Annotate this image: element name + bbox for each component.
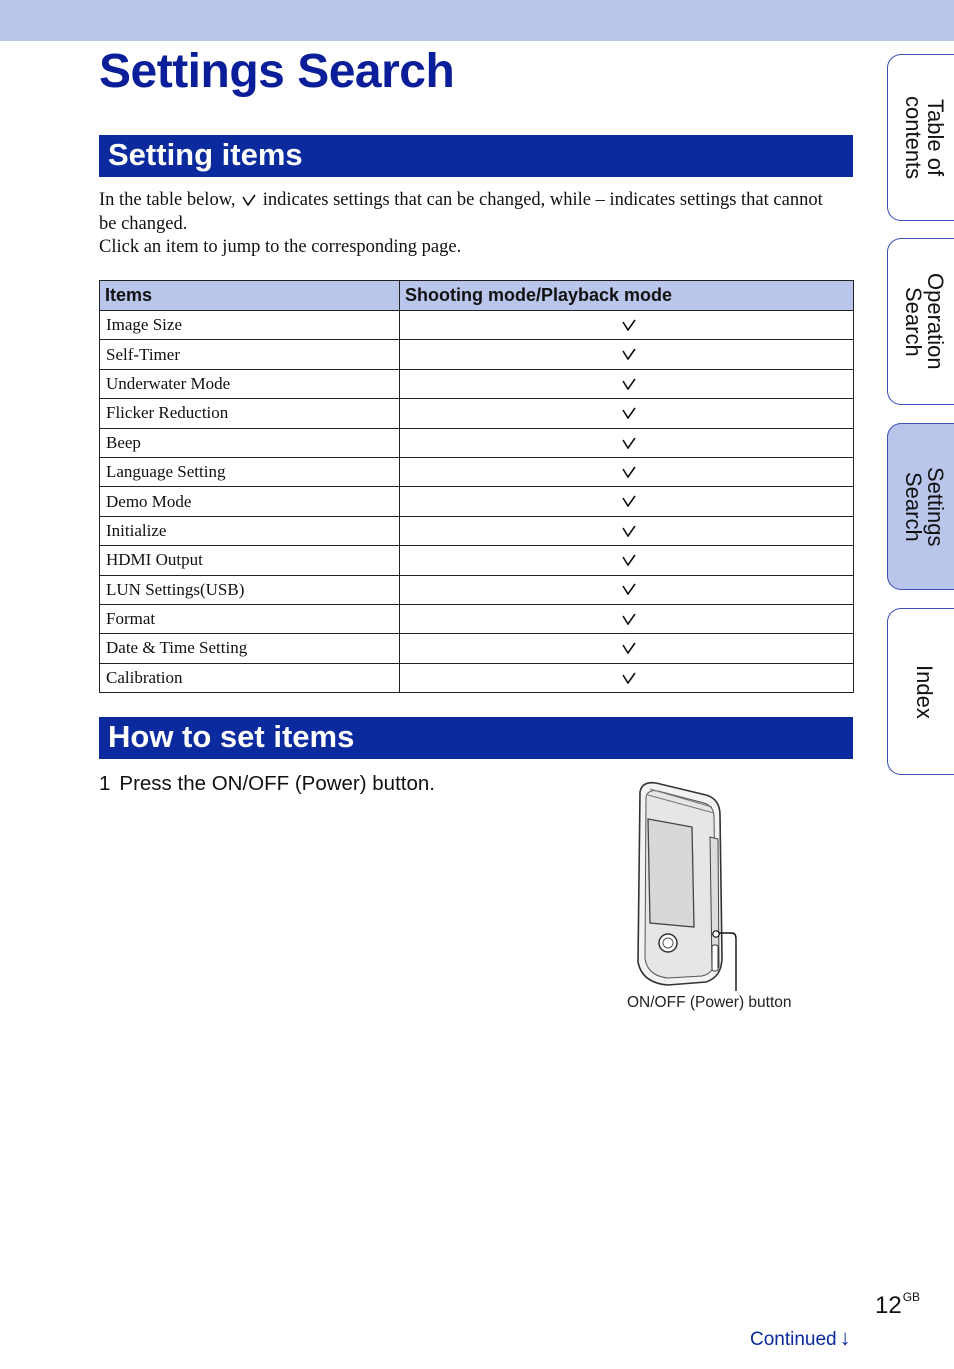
continued-label: Continued: [750, 1329, 837, 1350]
item-name-link[interactable]: Initialize: [100, 516, 400, 545]
check-icon: [622, 466, 636, 478]
item-mark: [400, 340, 854, 369]
item-mark: [400, 516, 854, 545]
item-name-link[interactable]: Beep: [100, 428, 400, 457]
step-1: [99, 772, 435, 796]
check-icon: [622, 319, 636, 331]
check-icon: [242, 194, 256, 206]
item-name-link[interactable]: Image Size: [100, 311, 400, 340]
intro-part2: indicates settings that can be changed, while – indicates settings that cannot be changed.: [99, 190, 823, 234]
check-icon: [622, 613, 636, 625]
table-body: [100, 311, 854, 693]
item-mark: [400, 604, 854, 633]
tab-label: Table of contents: [901, 95, 948, 180]
table-row[interactable]: [100, 369, 854, 398]
item-name-link[interactable]: Calibration: [100, 663, 400, 692]
column-header-items: Items: [100, 281, 400, 311]
tab-settings-search[interactable]: [887, 423, 954, 590]
table-row[interactable]: [100, 340, 854, 369]
tab-operation-search[interactable]: [887, 238, 954, 405]
column-header-mode: Shooting mode/Playback mode: [400, 281, 854, 311]
page-number-value: 12: [875, 1292, 902, 1319]
page-number-suffix: GB: [902, 1290, 921, 1304]
section-heading-how-to-set: How to set items: [99, 717, 853, 759]
item-mark: [400, 369, 854, 398]
item-name-link[interactable]: HDMI Output: [100, 546, 400, 575]
table-row[interactable]: [100, 575, 854, 604]
tab-index[interactable]: [887, 608, 954, 775]
item-name-link[interactable]: Self-Timer: [100, 340, 400, 369]
table-header-row: [100, 281, 854, 311]
table-row[interactable]: [100, 399, 854, 428]
tab-label: Index: [912, 664, 937, 719]
item-name-link[interactable]: Flicker Reduction: [100, 399, 400, 428]
intro-line2: Click an item to jump to the corresponding page.: [99, 237, 462, 257]
down-arrow-icon: ↓: [839, 1325, 851, 1350]
item-name-link[interactable]: Underwater Mode: [100, 369, 400, 398]
item-mark: [400, 634, 854, 663]
table-row[interactable]: [100, 663, 854, 692]
item-name-link[interactable]: Demo Mode: [100, 487, 400, 516]
check-icon: [622, 642, 636, 654]
tab-table-of-contents[interactable]: [887, 54, 954, 221]
item-name-link[interactable]: Date & Time Setting: [100, 634, 400, 663]
table-row[interactable]: [100, 604, 854, 633]
check-icon: [622, 407, 636, 419]
camera-illustration: [628, 777, 748, 992]
item-mark: [400, 399, 854, 428]
check-icon: [622, 378, 636, 390]
section-heading-setting-items: Setting items: [99, 135, 853, 177]
table-row[interactable]: [100, 546, 854, 575]
item-mark: [400, 457, 854, 486]
settings-table: [99, 280, 854, 693]
tab-label: Operation Search: [901, 273, 948, 370]
top-band: [0, 0, 954, 41]
tab-label: Settings Search: [901, 466, 948, 547]
item-mark: [400, 575, 854, 604]
item-name-link[interactable]: LUN Settings(USB): [100, 575, 400, 604]
item-mark: [400, 663, 854, 692]
step-text: Press the ON/OFF (Power) button.: [119, 772, 435, 795]
power-button-callout: ON/OFF (Power) button: [627, 994, 792, 1011]
item-mark: [400, 311, 854, 340]
step-number: 1: [99, 772, 111, 795]
item-name-link[interactable]: Language Setting: [100, 457, 400, 486]
item-mark: [400, 487, 854, 516]
intro-text: [99, 189, 829, 260]
table-row[interactable]: [100, 516, 854, 545]
item-mark: [400, 546, 854, 575]
table-row[interactable]: [100, 634, 854, 663]
page-title: Settings Search: [99, 45, 455, 98]
check-icon: [622, 437, 636, 449]
page-number: [875, 1290, 920, 1320]
item-mark: [400, 428, 854, 457]
intro-part1: In the table below,: [99, 190, 236, 210]
table-row[interactable]: [100, 311, 854, 340]
check-icon: [622, 583, 636, 595]
check-icon: [622, 672, 636, 684]
item-name-link[interactable]: Format: [100, 604, 400, 633]
continued-link[interactable]: [750, 1325, 851, 1351]
check-icon: [622, 348, 636, 360]
table-row[interactable]: [100, 487, 854, 516]
check-icon: [622, 525, 636, 537]
table-row[interactable]: [100, 428, 854, 457]
table-row[interactable]: [100, 457, 854, 486]
check-icon: [622, 554, 636, 566]
check-icon: [622, 495, 636, 507]
